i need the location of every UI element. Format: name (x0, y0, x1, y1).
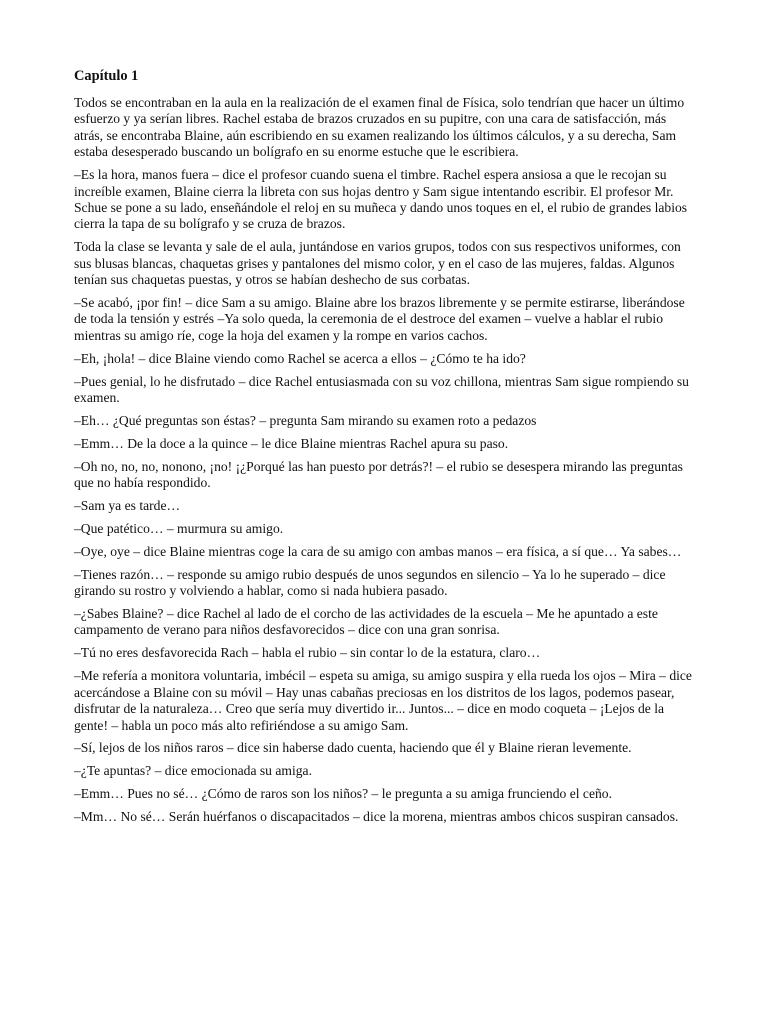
paragraph: Todos se encontraban en la aula en la realización de el examen final de Física, solo tendrían que hacer un último esfuerzo y ya serían libres. Rachel estaba de brazos cruzados en su pupitre, con una cara de satisfacción, más atrás, se encontraba Blaine, aún escribiendo en su examen realizando los últimos cálculos, y a su derecha, Sam estaba desesperado buscando un bolígrafo en su enorme estuche que le escribiera. (74, 95, 685, 160)
paragraph: –Eh, ¡hola! – dice Blaine viendo como Rachel se acerca a ellos – ¿Cómo te ha ido? (74, 350, 526, 366)
paragraph: –Tienes razón… – responde su amigo rubio después de unos segundos en silencio – Ya lo he superado – dice girando su rostro y volviendo a hablar, como si nada hubiera pasado. (74, 566, 666, 599)
chapter-title: Capítulo 1 (74, 68, 139, 84)
paragraph-list (74, 95, 698, 826)
paragraph: –Emm… Pues no sé… ¿Cómo de raros son los niños? – le pregunta a su amiga frunciendo el ceño. (74, 786, 612, 802)
paragraph: –Es la hora, manos fuera – dice el profesor cuando suena el timbre. Rachel espera ansiosa a que le recojan su increíble examen, Blaine cierra la libreta con sus hojas dentro y Sam sigue intentando escribir. El profesor Mr. Schue se pone a su lado, enseñándole el reloj en su muñeca y dando unos toques en el, el rubio de grandes labios cierra la tapa de su bolígrafo y se cruza de brazos. (74, 167, 688, 232)
paragraph: –Mm… No sé… Serán huérfanos o discapacitados – dice la morena, mientras ambos chicos suspiran cansados. (74, 809, 679, 825)
paragraph: –Pues genial, lo he disfrutado – dice Rachel entusiasmada con su voz chillona, mientras Sam sigue rompiendo su examen. (74, 373, 689, 405)
paragraph: –Eh… ¿Qué preguntas son éstas? – pregunta Sam mirando su examen roto a pedazos (74, 412, 537, 428)
paragraph: –Sí, lejos de los niños raros – dice sin haberse dado cuenta, haciendo que él y Blaine rieran levemente. (74, 740, 632, 756)
paragraph: –Tú no eres desfavorecida Rach – habla el rubio – sin contar lo de la estatura, claro… (74, 645, 541, 661)
paragraph: –¿Sabes Blaine? – dice Rachel al lado de el corcho de las actividades de la escuela – Me he apuntado a este campamento de verano para niños desfavorecidos – dice con una gran sonrisa. (74, 606, 658, 638)
paragraph: –Se acabó, ¡por fin! – dice Sam a su amigo. Blaine abre los brazos libremente y se permite estirarse, liberándose de toda la tensión y estrés –Ya solo queda, la ceremonia de el destroce del examen – vuelve a hablar el rubio mientras su amigo ríe, coge la hoja del examen y la rompe en varios cachos. (74, 294, 685, 343)
paragraph: –Oye, oye – dice Blaine mientras coge la cara de su amigo con ambas manos – era física, a sí que… Ya sabes… (74, 543, 682, 559)
paragraph: –Me refería a monitora voluntaria, imbécil – espeta su amiga, su amigo suspira y ella rueda los ojos – Mira – dice acercándose a Blaine con su móvil – Hay unas cabañas preciosas en los distritos de los lagos, podemos pasear, disfrutar de la naturaleza… Creo que sería muy divertido ir... Juntos... – dice en modo coqueta – ¡Lejos de la gente! – habla un poco más alto refiriéndose a su amigo Sam. (74, 668, 692, 733)
document-page (74, 68, 698, 832)
paragraph: –Que patético… – murmura su amigo. (74, 520, 284, 536)
paragraph: –Oh no, no, no, nonono, ¡no! ¡¿Porqué las han puesto por detrás?! – el rubio se desespera mirando las preguntas que no había respondido. (74, 458, 683, 491)
paragraph: –Sam ya es tarde… (74, 498, 181, 514)
paragraph: Toda la clase se levanta y sale de el aula, juntándose en varios grupos, todos con sus respectivos uniformes, con sus blusas blancas, chaquetas grises y pantalones del mismo color, y en el caso de las mujeres, faldas. Algunos tenían sus chaquetas puestas, y otros se habían deshecho de sus corbatas. (74, 239, 681, 288)
paragraph: –¿Te apuntas? – dice emocionada su amiga. (74, 763, 312, 779)
paragraph: –Emm… De la doce a la quince – le dice Blaine mientras Rachel apura su paso. (74, 435, 509, 451)
